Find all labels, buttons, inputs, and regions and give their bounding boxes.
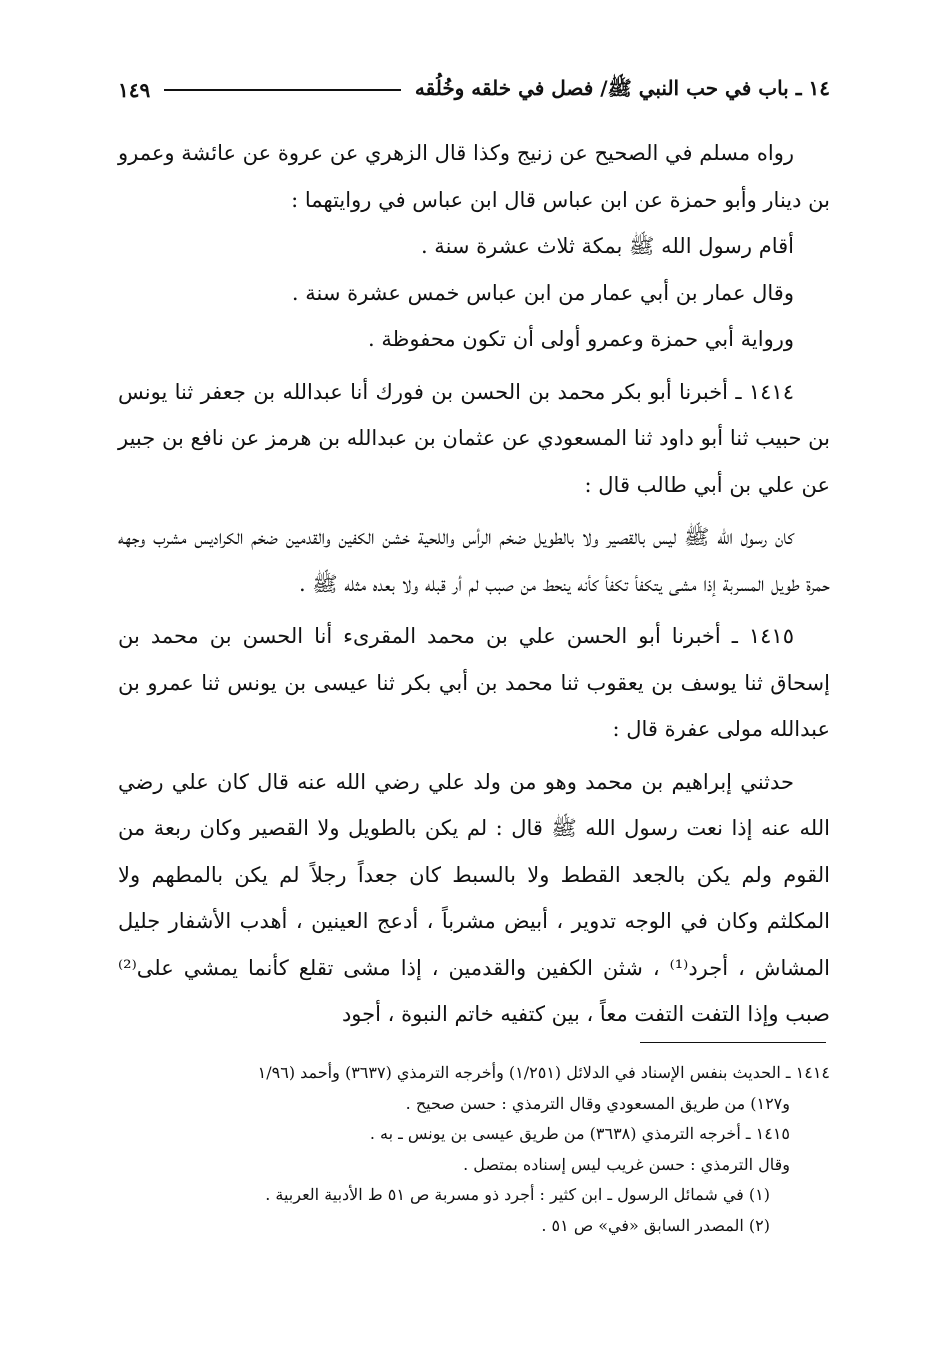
- paragraph: أقام رسول الله ﷺ بمكة ثلاث عشرة سنة .: [420, 234, 794, 258]
- page-number: ١٤٩: [118, 78, 151, 102]
- main-text: [118, 130, 830, 1038]
- footnote-line: وقال الترمذي : حسن غريب ليس إسناده بمتصل .: [463, 1154, 790, 1174]
- hadith-1414-isnad: ١٤١٤ ـ أخبرنا أبو بكر محمد بن الحسن بن فورك أنا عبدالله بن جعفر ثنا يونس بن حبيب ثنا أبو داود ثنا المسعودي عن عثمان بن عبدالله بن هرمز عن نافع بن جبير عن علي بن أبي طالب قال :: [118, 379, 830, 497]
- paragraph: رواه مسلم في الصحيح عن زنيج وكذا قال الزهري عن عروة عن عائشة وعمرو بن دينار وأبو حمزة عن ابن عباس قال ابن عباس في روايتهما :: [118, 141, 830, 212]
- footnote-line: و١٢٧) من طريق المسعودي وقال الترمذي : حسن صحيح .: [405, 1093, 790, 1113]
- footnote-line: (٢) المصدر السابق «في» ص ٥١ .: [541, 1215, 770, 1235]
- footnote-line: ١٤١٤ ـ الحديث بنفس الإسناد في الدلائل (١/٢٥١) وأخرجه الترمذي (٣٦٣٧) وأحمد (١/٩٦: [257, 1063, 830, 1082]
- footnotes: [118, 1058, 830, 1241]
- header-title: ١٤ ـ باب في حب النبي ﷺ/ فصل في خلقه وخُلُقه: [414, 75, 830, 100]
- header-rule: [164, 89, 401, 91]
- hadith-1415-isnad: ١٤١٥ ـ أخبرنا أبو الحسن علي بن محمد المقرىء أنا الحسن بن محمد بن إسحاق ثنا يوسف بن يعقوب ثنا محمد بن أبي بكر ثنا عيسى بن يونس ثنا عمرو بن عبدالله مولى عفرة قال :: [118, 624, 830, 741]
- paragraph: وقال عمار بن أبي عمار من ابن عباس خمس عشرة سنة .: [291, 280, 794, 305]
- footnote-line: (١) في شمائل الرسول ـ ابن كثير : أجرد ذو مسربة ص ٥١ ط الأدبية العربية .: [265, 1185, 770, 1204]
- running-header: [118, 72, 830, 108]
- footnote-separator: [640, 1042, 826, 1043]
- footnote-line: ١٤١٥ ـ أخرجه الترمذي (٣٦٣٨) من طريق عيسى بن يونس ـ به .: [369, 1124, 790, 1143]
- paragraph: ورواية أبي حمزة وعمرو أولى أن تكون محفوظة .: [368, 327, 794, 351]
- hadith-1414-matn: كان رسول الله ﷺ ليس بالقصير ولا بالطويل ضخم الرأس واللحية خشن الكفين والقدمين ضخم الكراديس مشرب وجهه حمرة طويل المسربة إذا مشى يتكفأ تكفأ كأنه ينحط من صبب لم أر قبله ولا بعده مثله ﷺ .: [118, 525, 830, 596]
- hadith-1415-matn: حدثني إبراهيم بن محمد وهو من ولد علي رضي الله عنه قال كان علي رضي الله عنه إذا نعت رسول الله ﷺ قال : لم يكن بالطويل ولا القصير وكان ربعة من القوم ولم يكن بالجعد القطط ولا بالسبط كان جعداً رجلاً لم يكن بالمطهم ولا المكلثم وكان في الوجه تدوير ، أبيض مشرباً ، أدعج العينين ، أهدب الأشفار جليل المشاش ، أجرد⁽¹⁾ ، شثن الكفين والقدمين ، إذا مشى تقلع كأنما يمشي على⁽²⁾ صبب وإذا التفت التفت معاً ، بين كتفيه خاتم النبوة ، أجود: [118, 769, 830, 1026]
